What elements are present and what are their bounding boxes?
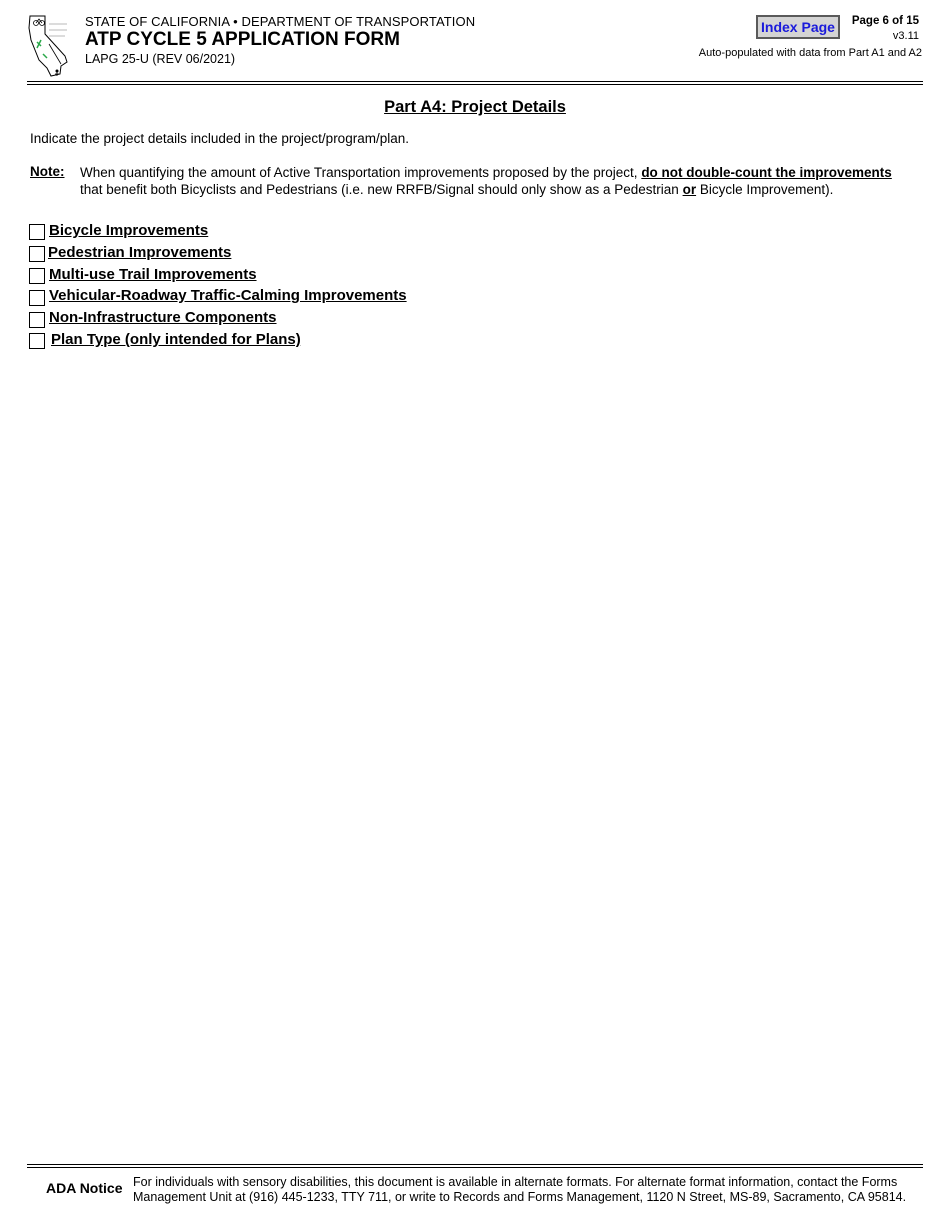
section-title: Part A4: Project Details (384, 98, 566, 116)
auto-populated-note: Auto-populated with data from Part A1 and A2 (698, 47, 922, 59)
checkbox-pedestrian-improvements[interactable] (29, 246, 45, 262)
form-revision: LAPG 25-U (REV 06/2021) (85, 52, 236, 66)
form-title: ATP CYCLE 5 APPLICATION FORM (85, 29, 400, 50)
label-plan-type[interactable]: Plan Type (only intended for Plans) (51, 331, 301, 348)
checkbox-non-infrastructure-components[interactable] (29, 312, 45, 328)
ada-notice-text: For individuals with sensory disabilities, this document is available in alternate formats. For alternate format information, contact the Forms Management Unit at (916) 445-1233, TTY 711, or write to Records and Forms Management, 1120 N Street, MS-89, Sacramento, CA 95814. (133, 1175, 907, 1204)
note-bold-1: do not double-count the improvements (641, 165, 892, 180)
header-divider-top (27, 81, 923, 82)
form-version: v3.11 (892, 30, 919, 42)
index-page-button[interactable]: Index Page (756, 15, 840, 39)
note-text (80, 164, 895, 198)
label-vehicular-roadway-traffic-calming[interactable]: Vehicular-Roadway Traffic-Calming Improvements (49, 287, 407, 304)
checkbox-multi-use-trail-improvements[interactable] (29, 268, 45, 284)
checkbox-bicycle-improvements[interactable] (29, 224, 45, 240)
header-divider-bottom (27, 84, 923, 85)
label-bicycle-improvements[interactable]: Bicycle Improvements (49, 222, 209, 239)
label-non-infrastructure-components[interactable]: Non-Infrastructure Components (49, 309, 277, 326)
page-of: of (888, 15, 907, 27)
checkbox-plan-type[interactable] (29, 333, 45, 349)
footer-divider-top (27, 1164, 923, 1165)
note-bold-2: or (682, 182, 697, 197)
page-prefix: Page (851, 15, 883, 27)
california-atp-logo (27, 14, 71, 78)
label-pedestrian-improvements[interactable]: Pedestrian Improvements (48, 244, 232, 261)
note-text-3: Bicycle Improvement). (696, 182, 834, 197)
checkbox-vehicular-roadway-traffic-calming[interactable] (29, 290, 45, 306)
note-label: Note: (30, 164, 65, 179)
page-current: 6 (882, 15, 889, 27)
footer-divider-bottom (27, 1167, 923, 1168)
note-text-2: that benefit both Bicyclists and Pedestrians (i.e. new RRFB/Signal should only show as a Pedestrian (80, 182, 683, 197)
ada-notice-label: ADA Notice (46, 1180, 123, 1196)
section-intro: Indicate the project details included in the project/program/plan. (30, 131, 409, 146)
note-text-1: When quantifying the amount of Active Transportation improvements proposed by the project, (80, 165, 642, 180)
label-multi-use-trail-improvements[interactable]: Multi-use Trail Improvements (49, 266, 257, 283)
department-heading: STATE OF CALIFORNIA • DEPARTMENT OF TRANSPORTATION (85, 14, 476, 29)
page-number (852, 15, 919, 27)
page-total: 15 (906, 15, 919, 27)
